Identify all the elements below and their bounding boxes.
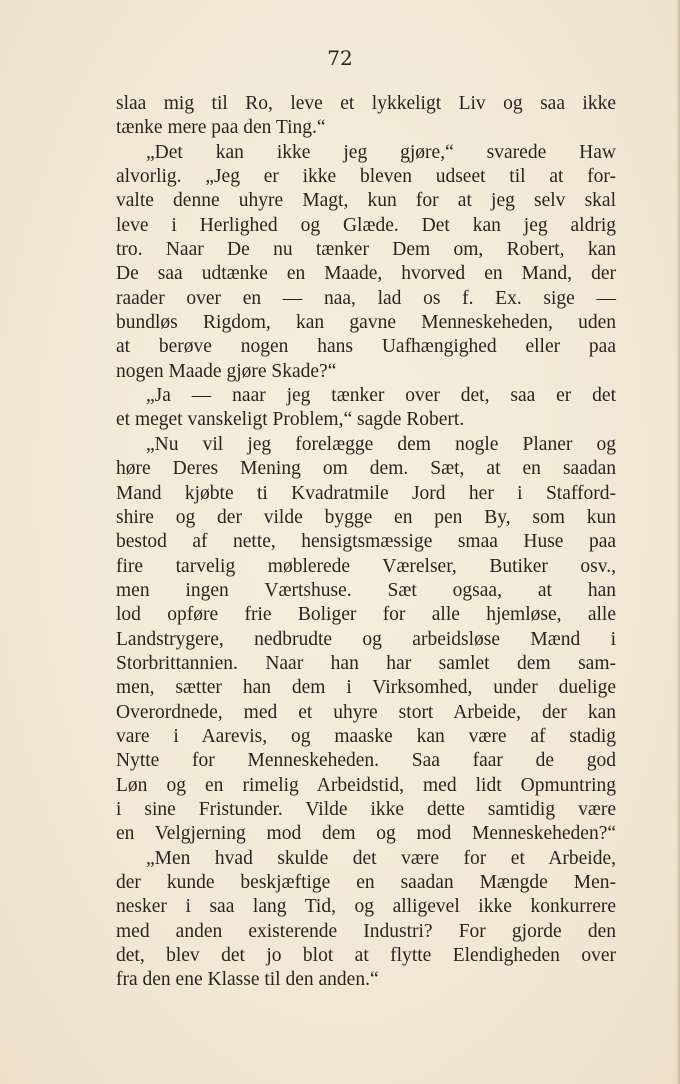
page-number: 72: [327, 46, 353, 70]
text-line: leve i Herlighed og Glæde. Det kan jeg aldrig: [116, 214, 616, 236]
text-line: der kunde beskjæftige en saadan Mængde Men-: [116, 872, 616, 893]
text-line: raader over en — naa, lad os f. Ex. sige —: [116, 287, 616, 309]
text-line: tænke mere paa den Ting.“: [116, 117, 326, 139]
text-line: at berøve nogen hans Uafhængighed eller paa: [116, 336, 616, 358]
text-line: fra den ene Klasse til den anden.“: [116, 969, 379, 991]
text-line: Løn og en rimelig Arbeidstid, med lidt Opmuntring: [116, 774, 616, 796]
text-line: fire tarvelig møblerede Værelser, Butiker osv.,: [116, 555, 616, 577]
text-line: tro. Naar De nu tænker Dem om, Robert, kan: [116, 239, 616, 261]
text-line: nogen Maade gjøre Skade?“: [116, 360, 337, 382]
text-line: De saa udtænke en Maade, hvorved en Mand, der: [116, 263, 616, 285]
body-text: [116, 92, 616, 993]
page-edge-shadow: [676, 0, 680, 1084]
text-line: Nytte for Menneskeheden. Saa faar de god: [116, 750, 616, 772]
text-line: bundløs Rigdom, kan gavne Menneskeheden, uden: [116, 312, 616, 334]
text-line: høre Deres Mening om dem. Sæt, at en saadan: [116, 458, 616, 480]
text-line: i sine Fristunder. Vilde ikke dette samtidig være: [116, 798, 616, 820]
text-line: men ingen Værtshuse. Sæt ogsaa, at han: [116, 579, 616, 601]
text-line: bestod af nette, hensigtsmæssige smaa Huse paa: [116, 531, 616, 553]
text-line: det, blev det jo blot at flytte Elendigheden over: [116, 945, 616, 967]
text-line: med anden existerende Industri? For gjorde den: [116, 920, 616, 942]
text-line: et meget vanskeligt Problem,“ sagde Robert.: [116, 409, 465, 431]
text-line: Landstrygere, nedbrudte og arbeidsløse Mænd i: [116, 628, 616, 650]
text-line: valte denne uhyre Magt, kun for at jeg selv skal: [116, 190, 616, 212]
text-line: „Det kan ikke jeg gjøre,“ svarede Haw: [146, 141, 616, 163]
text-line: „Men hvad skulde det være for et Arbeide,: [146, 847, 616, 869]
text-line: alvorlig. „Jeg er ikke bleven udseet til at for-: [116, 166, 616, 188]
text-line: „Nu vil jeg forelægge dem nogle Planer og: [146, 433, 616, 455]
text-line: en Velgjerning mod dem og mod Menneskeheden?“: [116, 823, 616, 845]
text-line: Storbrittannien. Naar han har samlet dem sam-: [116, 652, 616, 674]
text-line: vare i Aarevis, og maaske kan være af stadig: [116, 725, 616, 747]
text-line: shire og der vilde bygge en pen By, som kun: [116, 506, 616, 528]
text-line: lod opføre frie Boliger for alle hjemløse, alle: [116, 604, 616, 626]
text-line: men, sætter han dem i Virksomhed, under duelige: [116, 677, 616, 699]
text-line: slaa mig til Ro, leve et lykkeligt Liv og saa ikke: [116, 93, 616, 114]
text-line: Mand kjøbte ti Kvadratmile Jord her i Stafford-: [116, 482, 616, 504]
text-line: Overordnede, med et uhyre stort Arbeide, der kan: [116, 701, 616, 723]
text-line: „Ja — naar jeg tænker over det, saa er det: [146, 385, 616, 407]
text-line: nesker i saa lang Tid, og alligevel ikke konkurrere: [116, 896, 616, 918]
